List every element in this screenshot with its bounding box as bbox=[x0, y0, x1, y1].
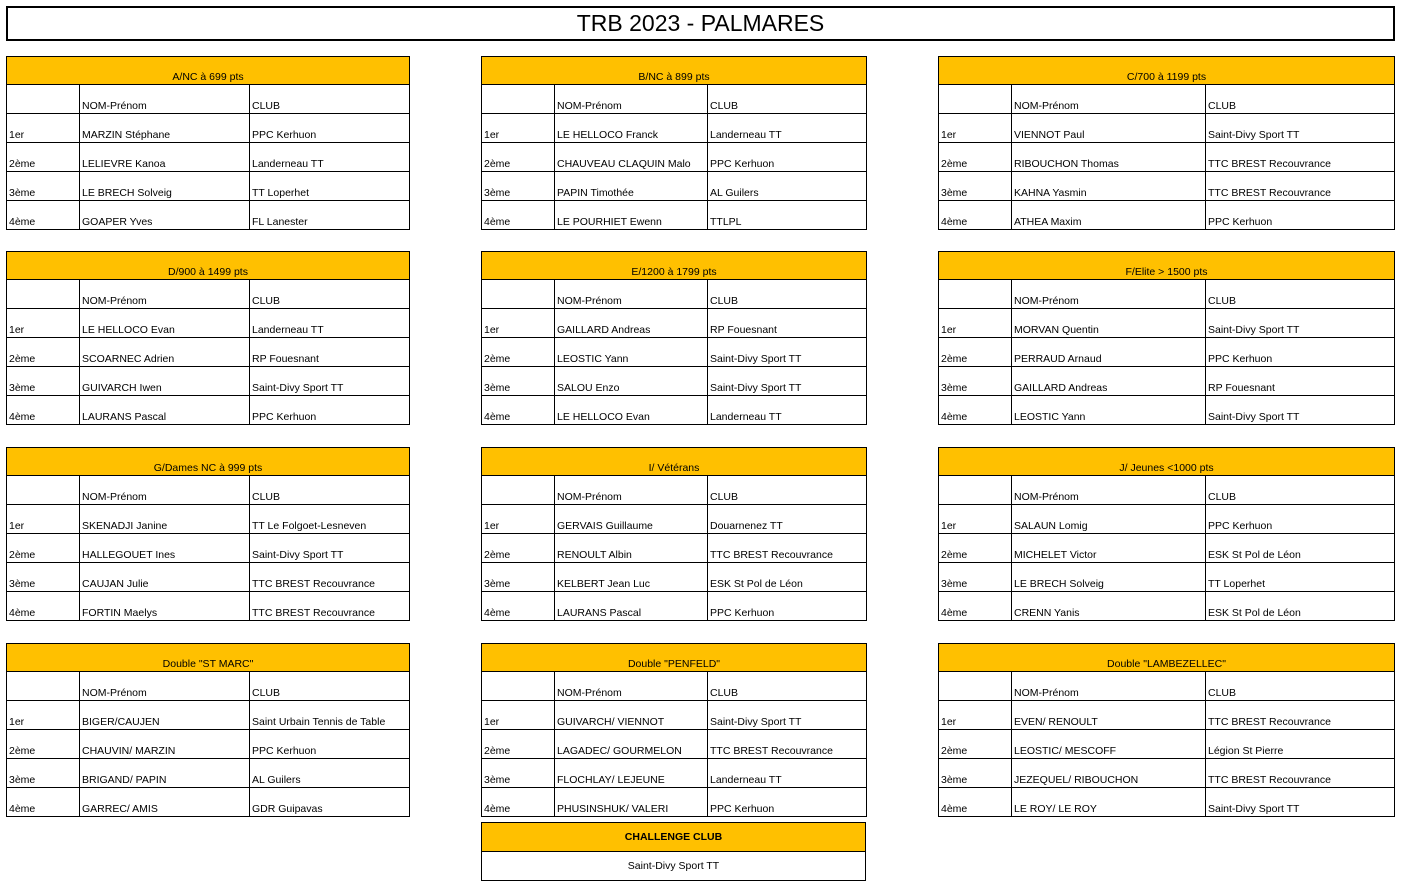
club-cell: TTLPL bbox=[708, 201, 867, 230]
rank-cell: 4ème bbox=[939, 592, 1012, 621]
table-row bbox=[482, 788, 867, 817]
table-row bbox=[939, 730, 1395, 759]
table-row bbox=[482, 367, 867, 396]
player-name-cell: ATHEA Maxim bbox=[1012, 201, 1206, 230]
rank-cell: 4ème bbox=[482, 592, 555, 621]
rank-cell: 3ème bbox=[482, 172, 555, 201]
club-cell: RP Fouesnant bbox=[1206, 367, 1395, 396]
player-name-cell: FORTIN Maelys bbox=[80, 592, 250, 621]
rank-column-header bbox=[939, 672, 1012, 701]
category-header: F/Elite > 1500 pts bbox=[939, 252, 1395, 280]
rank-cell: 2ème bbox=[482, 534, 555, 563]
rank-cell: 2ème bbox=[482, 338, 555, 367]
club-column-header: CLUB bbox=[1206, 85, 1395, 114]
category-header: C/700 à 1199 pts bbox=[939, 57, 1395, 85]
rank-cell: 4ème bbox=[939, 788, 1012, 817]
table-row bbox=[939, 338, 1395, 367]
club-cell: PPC Kerhuon bbox=[708, 592, 867, 621]
challenge-header: CHALLENGE CLUB bbox=[482, 823, 866, 852]
table-row bbox=[482, 701, 867, 730]
player-name-cell: LELIEVRE Kanoa bbox=[80, 143, 250, 172]
club-cell: RP Fouesnant bbox=[250, 338, 410, 367]
rank-column-header bbox=[7, 672, 80, 701]
player-name-cell: SALAUN Lomig bbox=[1012, 505, 1206, 534]
table-row bbox=[7, 338, 410, 367]
rank-cell: 1er bbox=[7, 505, 80, 534]
rank-cell: 3ème bbox=[939, 367, 1012, 396]
player-name-cell: LE BRECH Solveig bbox=[1012, 563, 1206, 592]
name-column-header: NOM-Prénom bbox=[80, 672, 250, 701]
club-cell: ESK St Pol de Léon bbox=[1206, 534, 1395, 563]
category-header: A/NC à 699 pts bbox=[7, 57, 410, 85]
player-name-cell: LE ROY/ LE ROY bbox=[1012, 788, 1206, 817]
results-table bbox=[6, 251, 410, 425]
table-row bbox=[482, 172, 867, 201]
rank-cell: 1er bbox=[939, 309, 1012, 338]
table-row bbox=[7, 114, 410, 143]
player-name-cell: LE HELLOCO Evan bbox=[555, 396, 708, 425]
club-column-header: CLUB bbox=[708, 672, 867, 701]
player-name-cell: CHAUVIN/ MARZIN bbox=[80, 730, 250, 759]
name-column-header: NOM-Prénom bbox=[555, 280, 708, 309]
results-table bbox=[938, 643, 1395, 817]
club-cell: ESK St Pol de Léon bbox=[1206, 592, 1395, 621]
rank-column-header bbox=[7, 280, 80, 309]
rank-cell: 3ème bbox=[939, 563, 1012, 592]
club-cell: PPC Kerhuon bbox=[708, 143, 867, 172]
table-row bbox=[482, 143, 867, 172]
table-row bbox=[7, 730, 410, 759]
player-name-cell: BRIGAND/ PAPIN bbox=[80, 759, 250, 788]
club-cell: TTC BREST Recouvrance bbox=[250, 563, 410, 592]
rank-column-header bbox=[939, 476, 1012, 505]
rank-cell: 1er bbox=[7, 309, 80, 338]
table-row bbox=[7, 701, 410, 730]
club-cell: ESK St Pol de Léon bbox=[708, 563, 867, 592]
table-row bbox=[939, 788, 1395, 817]
club-cell: Landerneau TT bbox=[708, 759, 867, 788]
club-cell: Saint-Divy Sport TT bbox=[708, 701, 867, 730]
table-row bbox=[7, 396, 410, 425]
club-cell: TT Loperhet bbox=[1206, 563, 1395, 592]
table-row bbox=[482, 592, 867, 621]
rank-cell: 1er bbox=[7, 114, 80, 143]
club-cell: TTC BREST Recouvrance bbox=[1206, 172, 1395, 201]
player-name-cell: LEOSTIC/ MESCOFF bbox=[1012, 730, 1206, 759]
player-name-cell: LEOSTIC Yann bbox=[1012, 396, 1206, 425]
table-row bbox=[939, 367, 1395, 396]
name-column-header: NOM-Prénom bbox=[1012, 672, 1206, 701]
results-table bbox=[481, 643, 867, 817]
challenge-club-table bbox=[481, 822, 866, 881]
rank-column-header bbox=[482, 85, 555, 114]
category-header: I/ Vétérans bbox=[482, 448, 867, 476]
club-cell: Landerneau TT bbox=[708, 396, 867, 425]
club-column-header: CLUB bbox=[708, 476, 867, 505]
club-cell: AL Guilers bbox=[708, 172, 867, 201]
table-row bbox=[939, 143, 1395, 172]
player-name-cell: GAILLARD Andreas bbox=[555, 309, 708, 338]
player-name-cell: LE BRECH Solveig bbox=[80, 172, 250, 201]
club-cell: PPC Kerhuon bbox=[708, 788, 867, 817]
club-cell: Saint-Divy Sport TT bbox=[708, 367, 867, 396]
player-name-cell: MARZIN Stéphane bbox=[80, 114, 250, 143]
club-cell: Douarnenez TT bbox=[708, 505, 867, 534]
club-cell: TTC BREST Recouvrance bbox=[1206, 759, 1395, 788]
name-column-header: NOM-Prénom bbox=[1012, 280, 1206, 309]
rank-cell: 1er bbox=[939, 505, 1012, 534]
table-row bbox=[482, 730, 867, 759]
results-table bbox=[481, 251, 867, 425]
club-cell: PPC Kerhuon bbox=[250, 114, 410, 143]
club-cell: Saint-Divy Sport TT bbox=[250, 367, 410, 396]
player-name-cell: EVEN/ RENOULT bbox=[1012, 701, 1206, 730]
rank-column-header bbox=[482, 280, 555, 309]
rank-cell: 1er bbox=[939, 701, 1012, 730]
category-header: D/900 à 1499 pts bbox=[7, 252, 410, 280]
rank-cell: 4ème bbox=[7, 201, 80, 230]
table-row bbox=[7, 143, 410, 172]
player-name-cell: GOAPER Yves bbox=[80, 201, 250, 230]
club-cell: Landerneau TT bbox=[708, 114, 867, 143]
rank-cell: 3ème bbox=[7, 563, 80, 592]
table-row bbox=[939, 592, 1395, 621]
table-row bbox=[939, 114, 1395, 143]
table-row bbox=[939, 309, 1395, 338]
player-name-cell: LEOSTIC Yann bbox=[555, 338, 708, 367]
player-name-cell: JEZEQUEL/ RIBOUCHON bbox=[1012, 759, 1206, 788]
rank-cell: 4ème bbox=[482, 396, 555, 425]
club-column-header: CLUB bbox=[1206, 672, 1395, 701]
category-header: Double "PENFELD" bbox=[482, 644, 867, 672]
results-table bbox=[6, 56, 410, 230]
rank-column-header bbox=[939, 280, 1012, 309]
name-column-header: NOM-Prénom bbox=[1012, 85, 1206, 114]
table-row bbox=[7, 505, 410, 534]
rank-cell: 4ème bbox=[7, 592, 80, 621]
club-cell: PPC Kerhuon bbox=[250, 730, 410, 759]
table-row bbox=[7, 759, 410, 788]
rank-cell: 2ème bbox=[7, 534, 80, 563]
rank-cell: 3ème bbox=[482, 367, 555, 396]
rank-column-header bbox=[7, 476, 80, 505]
player-name-cell: RENOULT Albin bbox=[555, 534, 708, 563]
player-name-cell: CAUJAN Julie bbox=[80, 563, 250, 592]
rank-column-header bbox=[7, 85, 80, 114]
player-name-cell: SKENADJI Janine bbox=[80, 505, 250, 534]
rank-cell: 2ème bbox=[482, 730, 555, 759]
category-header: B/NC à 899 pts bbox=[482, 57, 867, 85]
rank-cell: 1er bbox=[939, 114, 1012, 143]
club-cell: Landerneau TT bbox=[250, 143, 410, 172]
rank-cell: 2ème bbox=[939, 143, 1012, 172]
player-name-cell: GERVAIS Guillaume bbox=[555, 505, 708, 534]
table-row bbox=[7, 309, 410, 338]
table-row bbox=[939, 201, 1395, 230]
name-column-header: NOM-Prénom bbox=[80, 476, 250, 505]
player-name-cell: MORVAN Quentin bbox=[1012, 309, 1206, 338]
club-column-header: CLUB bbox=[708, 280, 867, 309]
club-column-header: CLUB bbox=[250, 280, 410, 309]
player-name-cell: LAGADEC/ GOURMELON bbox=[555, 730, 708, 759]
table-row bbox=[7, 172, 410, 201]
club-cell: TTC BREST Recouvrance bbox=[250, 592, 410, 621]
rank-cell: 3ème bbox=[7, 367, 80, 396]
rank-column-header bbox=[939, 85, 1012, 114]
table-row bbox=[939, 534, 1395, 563]
rank-cell: 4ème bbox=[7, 396, 80, 425]
results-table bbox=[938, 447, 1395, 621]
club-column-header: CLUB bbox=[250, 85, 410, 114]
club-cell: FL Lanester bbox=[250, 201, 410, 230]
results-table bbox=[938, 56, 1395, 230]
table-row bbox=[7, 563, 410, 592]
rank-column-header bbox=[482, 476, 555, 505]
player-name-cell: LAURANS Pascal bbox=[80, 396, 250, 425]
rank-cell: 1er bbox=[482, 309, 555, 338]
club-cell: Landerneau TT bbox=[250, 309, 410, 338]
club-cell: TT Le Folgoet-Lesneven bbox=[250, 505, 410, 534]
rank-cell: 3ème bbox=[7, 172, 80, 201]
club-cell: TTC BREST Recouvrance bbox=[708, 730, 867, 759]
club-cell: Saint-Divy Sport TT bbox=[1206, 309, 1395, 338]
table-row bbox=[482, 759, 867, 788]
club-cell: Saint-Divy Sport TT bbox=[1206, 788, 1395, 817]
club-cell: RP Fouesnant bbox=[708, 309, 867, 338]
club-cell: GDR Guipavas bbox=[250, 788, 410, 817]
rank-cell: 1er bbox=[482, 701, 555, 730]
club-cell: Saint-Divy Sport TT bbox=[250, 534, 410, 563]
club-cell: PPC Kerhuon bbox=[250, 396, 410, 425]
rank-cell: 1er bbox=[7, 701, 80, 730]
rank-cell: 4ème bbox=[7, 788, 80, 817]
table-row bbox=[939, 759, 1395, 788]
rank-cell: 1er bbox=[482, 114, 555, 143]
club-cell: Saint-Divy Sport TT bbox=[1206, 114, 1395, 143]
club-cell: Légion St Pierre bbox=[1206, 730, 1395, 759]
player-name-cell: PHUSINSHUK/ VALERI bbox=[555, 788, 708, 817]
rank-cell: 2ème bbox=[482, 143, 555, 172]
table-row bbox=[7, 534, 410, 563]
name-column-header: NOM-Prénom bbox=[555, 85, 708, 114]
player-name-cell: RIBOUCHON Thomas bbox=[1012, 143, 1206, 172]
results-table bbox=[481, 56, 867, 230]
player-name-cell: CHAUVEAU CLAQUIN Malo bbox=[555, 143, 708, 172]
rank-cell: 4ème bbox=[939, 396, 1012, 425]
player-name-cell: SCOARNEC Adrien bbox=[80, 338, 250, 367]
rank-cell: 2ème bbox=[7, 338, 80, 367]
player-name-cell: LE POURHIET Ewenn bbox=[555, 201, 708, 230]
rank-cell: 4ème bbox=[482, 788, 555, 817]
player-name-cell: GUIVARCH/ VIENNOT bbox=[555, 701, 708, 730]
player-name-cell: LE HELLOCO Franck bbox=[555, 114, 708, 143]
club-cell: PPC Kerhuon bbox=[1206, 505, 1395, 534]
rank-cell: 3ème bbox=[7, 759, 80, 788]
club-cell: TTC BREST Recouvrance bbox=[1206, 701, 1395, 730]
club-cell: PPC Kerhuon bbox=[1206, 338, 1395, 367]
player-name-cell: GUIVARCH Iwen bbox=[80, 367, 250, 396]
club-column-header: CLUB bbox=[250, 476, 410, 505]
results-table bbox=[6, 447, 410, 621]
player-name-cell: BIGER/CAUJEN bbox=[80, 701, 250, 730]
table-row bbox=[7, 592, 410, 621]
rank-cell: 3ème bbox=[939, 759, 1012, 788]
player-name-cell: CRENN Yanis bbox=[1012, 592, 1206, 621]
player-name-cell: HALLEGOUET Ines bbox=[80, 534, 250, 563]
rank-cell: 2ème bbox=[939, 534, 1012, 563]
rank-cell: 2ème bbox=[939, 338, 1012, 367]
rank-cell: 3ème bbox=[939, 172, 1012, 201]
club-cell: Saint-Divy Sport TT bbox=[708, 338, 867, 367]
club-column-header: CLUB bbox=[250, 672, 410, 701]
table-row bbox=[482, 505, 867, 534]
club-cell: Saint Urbain Tennis de Table bbox=[250, 701, 410, 730]
name-column-header: NOM-Prénom bbox=[555, 476, 708, 505]
results-table bbox=[6, 643, 410, 817]
rank-cell: 4ème bbox=[939, 201, 1012, 230]
challenge-winner: Saint-Divy Sport TT bbox=[482, 852, 866, 881]
player-name-cell: FLOCHLAY/ LEJEUNE bbox=[555, 759, 708, 788]
rank-cell: 4ème bbox=[482, 201, 555, 230]
player-name-cell: GAILLARD Andreas bbox=[1012, 367, 1206, 396]
rank-cell: 3ème bbox=[482, 759, 555, 788]
club-column-header: CLUB bbox=[1206, 280, 1395, 309]
club-column-header: CLUB bbox=[708, 85, 867, 114]
page-title: TRB 2023 - PALMARES bbox=[6, 6, 1395, 41]
player-name-cell: LAURANS Pascal bbox=[555, 592, 708, 621]
table-row bbox=[482, 114, 867, 143]
player-name-cell: PERRAUD Arnaud bbox=[1012, 338, 1206, 367]
category-header: G/Dames NC à 999 pts bbox=[7, 448, 410, 476]
name-column-header: NOM-Prénom bbox=[80, 280, 250, 309]
table-row bbox=[482, 338, 867, 367]
table-row bbox=[939, 505, 1395, 534]
rank-cell: 2ème bbox=[7, 730, 80, 759]
club-cell: TTC BREST Recouvrance bbox=[708, 534, 867, 563]
table-row bbox=[482, 201, 867, 230]
category-header: E/1200 à 1799 pts bbox=[482, 252, 867, 280]
name-column-header: NOM-Prénom bbox=[80, 85, 250, 114]
player-name-cell: LE HELLOCO Evan bbox=[80, 309, 250, 338]
table-row bbox=[939, 563, 1395, 592]
table-row bbox=[7, 367, 410, 396]
club-cell: PPC Kerhuon bbox=[1206, 201, 1395, 230]
player-name-cell: PAPIN Timothée bbox=[555, 172, 708, 201]
table-row bbox=[939, 172, 1395, 201]
player-name-cell: KELBERT Jean Luc bbox=[555, 563, 708, 592]
player-name-cell: KAHNA Yasmin bbox=[1012, 172, 1206, 201]
table-row bbox=[482, 396, 867, 425]
rank-column-header bbox=[482, 672, 555, 701]
table-row bbox=[939, 701, 1395, 730]
club-cell: AL Guilers bbox=[250, 759, 410, 788]
rank-cell: 3ème bbox=[482, 563, 555, 592]
table-row bbox=[482, 563, 867, 592]
name-column-header: NOM-Prénom bbox=[555, 672, 708, 701]
rank-cell: 2ème bbox=[939, 730, 1012, 759]
player-name-cell: SALOU Enzo bbox=[555, 367, 708, 396]
player-name-cell: VIENNOT Paul bbox=[1012, 114, 1206, 143]
category-header: Double "ST MARC" bbox=[7, 644, 410, 672]
club-column-header: CLUB bbox=[1206, 476, 1395, 505]
category-header: Double "LAMBEZELLEC" bbox=[939, 644, 1395, 672]
rank-cell: 2ème bbox=[7, 143, 80, 172]
name-column-header: NOM-Prénom bbox=[1012, 476, 1206, 505]
table-row bbox=[7, 201, 410, 230]
category-header: J/ Jeunes <1000 pts bbox=[939, 448, 1395, 476]
table-row bbox=[939, 396, 1395, 425]
player-name-cell: MICHELET Victor bbox=[1012, 534, 1206, 563]
results-table bbox=[481, 447, 867, 621]
club-cell: TT Loperhet bbox=[250, 172, 410, 201]
table-row bbox=[7, 788, 410, 817]
player-name-cell: GARREC/ AMIS bbox=[80, 788, 250, 817]
table-row bbox=[482, 534, 867, 563]
results-table bbox=[938, 251, 1395, 425]
table-row bbox=[482, 309, 867, 338]
club-cell: TTC BREST Recouvrance bbox=[1206, 143, 1395, 172]
club-cell: Saint-Divy Sport TT bbox=[1206, 396, 1395, 425]
rank-cell: 1er bbox=[482, 505, 555, 534]
